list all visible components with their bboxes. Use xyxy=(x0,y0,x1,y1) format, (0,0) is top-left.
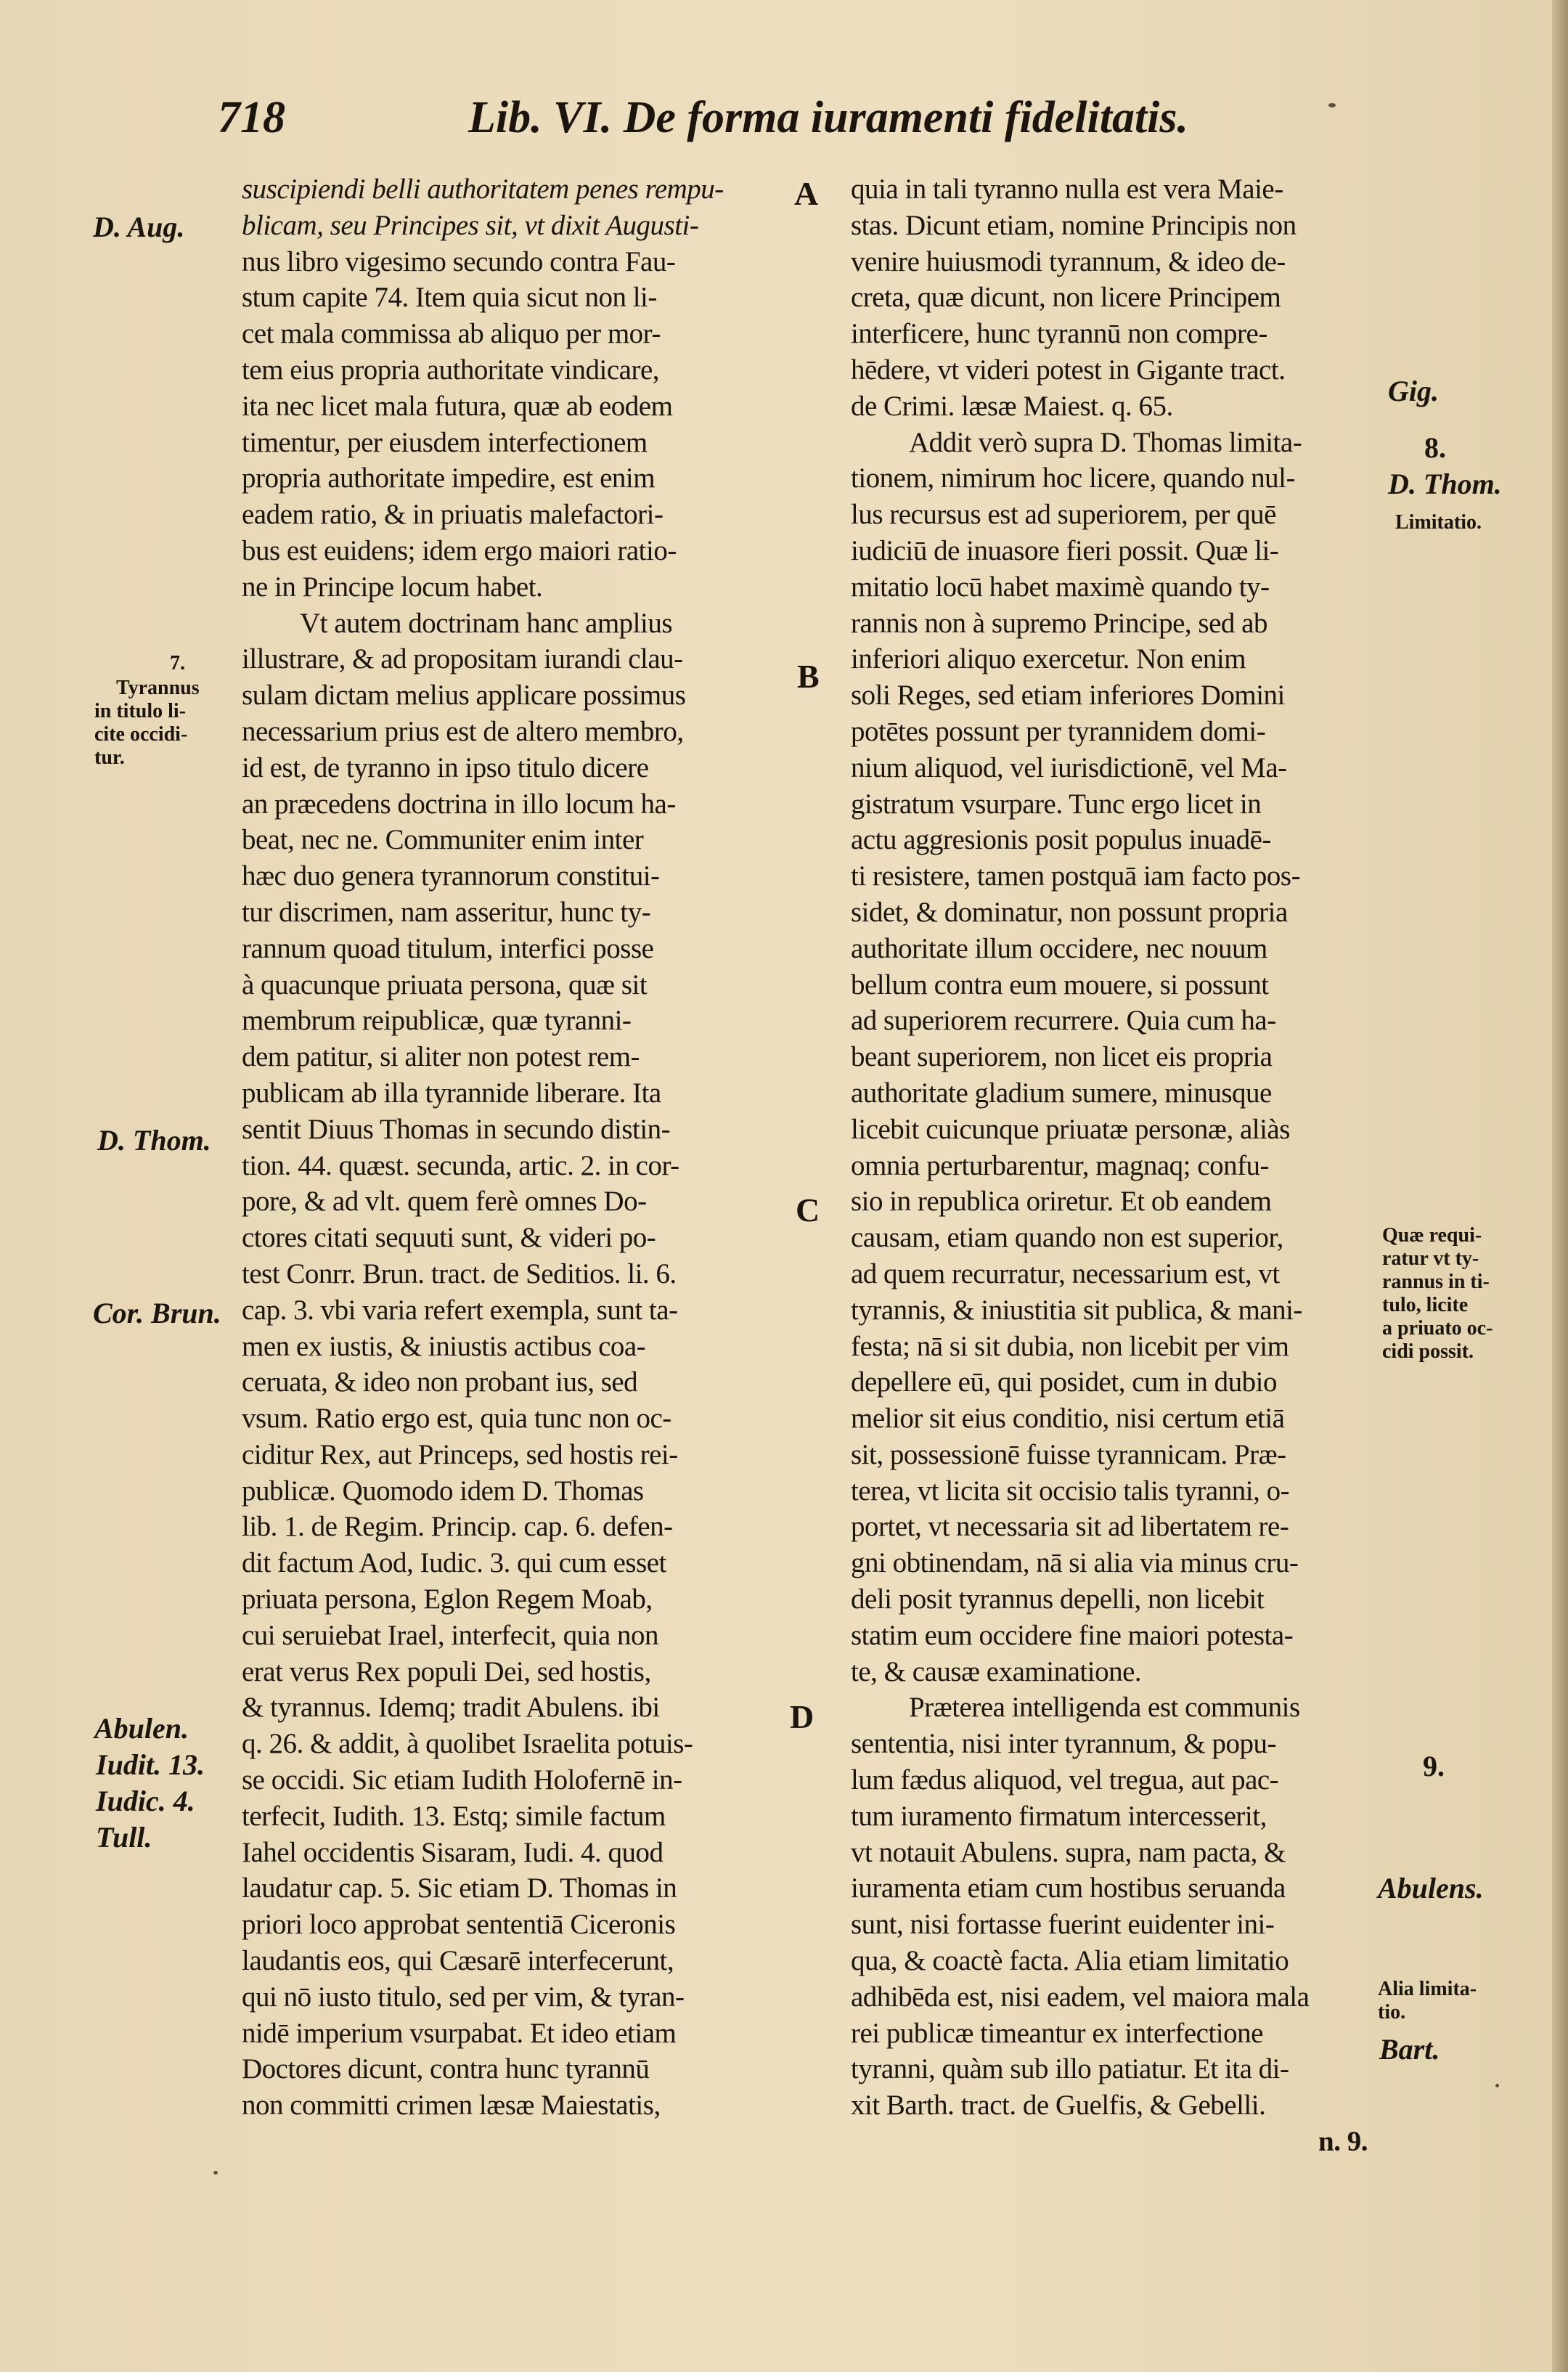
text-line: tur discrimen, nam asseritur, hunc ty- xyxy=(242,896,651,928)
text-line: sententia, nisi inter tyrannum, & popu- xyxy=(851,1728,1276,1760)
text-line: men ex iustis, & iniustis actibus coa- xyxy=(242,1330,646,1362)
text-line: statim eum occidere fine maiori potesta- xyxy=(851,1619,1294,1651)
running-title: Lib. VI. De forma iuramenti fidelitatis. xyxy=(468,93,1189,142)
text-line: qua, & coactè facta. Alia etiam limitatio xyxy=(851,1945,1289,1977)
text-line: terea, vt licita sit occisio talis tyranni, o- xyxy=(851,1475,1290,1507)
section-letter-c: C xyxy=(796,1191,820,1228)
text-line: qui nō iusto titulo, sed per vim, & tyran- xyxy=(242,1981,685,2013)
ink-speck xyxy=(1328,103,1336,107)
text-line: tum iuramento firmatum intercesserit, xyxy=(851,1800,1267,1832)
text-line: pore, & ad vlt. quem ferè omnes Do- xyxy=(242,1186,647,1218)
text-line: Doctores dicunt, contra hunc tyrannū xyxy=(242,2053,650,2085)
text-line: festa; nā si sit dubia, non licebit per vim xyxy=(851,1330,1289,1362)
text-line: hæc duo genera tyrannorum constitui- xyxy=(242,860,660,892)
margin-note-alia-limitatio: Alia limita- tio. xyxy=(1378,1978,1477,2023)
text-line: te, & causæ examinatione. xyxy=(851,1655,1142,1687)
text-line: ad superiorem recurrere. Quia cum ha- xyxy=(851,1005,1276,1037)
text-line: beat, nec ne. Communiter enim inter xyxy=(242,824,644,856)
text-line: dit factum Aod, Iudic. 3. qui cum esset xyxy=(242,1547,666,1579)
text-line: publicam ab illa tyrannide liberare. Ita xyxy=(242,1077,661,1109)
text-line: interficere, hunc tyrannū non compre- xyxy=(851,318,1267,350)
text-line: laudatur cap. 5. Sic etiam D. Thomas in xyxy=(242,1872,677,1904)
text-line: lib. 1. de Regim. Princip. cap. 6. defen- xyxy=(242,1511,673,1543)
ink-speck xyxy=(1495,2084,1499,2087)
margin-note-quae-requiratur: Quæ requi- ratur vt ty- rannus in ti- tulo, licite a priuato oc- cidi possit. xyxy=(1382,1224,1493,1363)
text-line: test Conrr. Brun. tract. de Seditios. li. 6. xyxy=(242,1258,677,1289)
text-line: Præterea intelligenda est communis xyxy=(909,1692,1300,1724)
margin-note-number-7: 7. xyxy=(170,652,185,674)
text-line: iuramenta etiam cum hostibus seruanda xyxy=(851,1872,1286,1904)
text-line: se occidi. Sic etiam Iudith Holofernē in- xyxy=(242,1764,682,1796)
text-line: gni obtinendam, nā si alia via minus cru- xyxy=(851,1547,1299,1579)
text-line: sit, possessionē fuisse tyrannicam. Præ- xyxy=(851,1438,1286,1470)
text-line: tem eius propria authoritate vindicare, xyxy=(242,354,660,386)
text-line: depellere eū, qui posidet, cum in dubio xyxy=(851,1366,1278,1398)
text-line: iudiciū de inuasore fieri possit. Quæ li- xyxy=(851,534,1279,566)
text-line: cui seruiebat Irael, interfecit, quia non xyxy=(242,1619,658,1651)
margin-note-number-9: 9. xyxy=(1423,1750,1445,1782)
text-line: gistratum vsurpare. Tunc ergo licet in xyxy=(851,788,1262,820)
text-line: potētes possunt per tyrannidem domi- xyxy=(851,715,1266,747)
text-line: rannis non à supremo Principe, sed ab xyxy=(851,607,1267,639)
margin-note-d-thom-right: D. Thom. xyxy=(1388,468,1502,500)
margin-note-abulen: Abulen. xyxy=(94,1712,189,1745)
text-line: inferiori aliquo exercetur. Non enim xyxy=(851,643,1246,675)
text-line: tyranni, quàm sub illo patiatur. Et ita di- xyxy=(851,2053,1289,2085)
text-line: laudantis eos, qui Cæsarē interfecerunt, xyxy=(242,1945,674,1977)
text-line: omnia perturbarentur, magnaq; confu- xyxy=(851,1149,1270,1181)
text-line: cap. 3. vbi varia refert exempla, sunt ta- xyxy=(242,1294,678,1326)
text-line: creta, quæ dicunt, non licere Principem xyxy=(851,282,1281,314)
catchword: n. 9. xyxy=(1318,2126,1368,2158)
margin-note-tyrannus: Tyrannus in titulo li- cite occidi- tur. xyxy=(94,677,200,769)
text-line: cet mala commissa ab aliquo per mor- xyxy=(242,318,661,350)
text-line: tyrannis, & iniustitia sit publica, & mani- xyxy=(851,1294,1302,1326)
margin-note-iudic-4: Iudic. 4. xyxy=(96,1785,195,1817)
text-line: authoritate gladium sumere, minusque xyxy=(851,1077,1272,1109)
text-line: id est, de tyranno in ipso titulo dicere xyxy=(242,751,649,783)
text-line: lum fædus aliquod, vel tregua, aut pac- xyxy=(851,1764,1279,1796)
text-line: portet, vt necessaria sit ad libertatem re- xyxy=(851,1511,1289,1543)
right-column-text xyxy=(851,171,1368,2160)
text-line: ad quem recurratur, necessarium est, vt xyxy=(851,1258,1280,1289)
text-line: q. 26. & addit, à quolibet Israelita potuis- xyxy=(242,1728,693,1760)
text-line: terfecit, Iudith. 13. Estq; simile factum xyxy=(242,1800,666,1832)
text-line: causam, etiam quando non est superior, xyxy=(851,1222,1283,1254)
running-header xyxy=(218,89,1350,147)
left-column-text xyxy=(242,171,779,2124)
text-line: blicam, seu Principes sit, vt dixit Augusti- xyxy=(242,209,699,241)
text-line: authoritate illum occidere, nec nouum xyxy=(851,932,1267,964)
text-line: deli posit tyrannus depelli, non licebit xyxy=(851,1584,1265,1615)
text-line: sentit Diuus Thomas in secundo distin- xyxy=(242,1113,671,1145)
section-letter-d: D xyxy=(790,1698,814,1735)
text-line: de Crimi. læsæ Maiest. q. 65. xyxy=(851,390,1173,422)
margin-note-gig: Gig. xyxy=(1388,375,1439,407)
text-line: vsum. Ratio ergo est, quia tunc non oc- xyxy=(242,1403,671,1435)
text-line: eadem ratio, & in priuatis malefactori- xyxy=(242,499,663,531)
text-line: Vt autem doctrinam hanc amplius xyxy=(300,607,673,639)
text-line: soli Reges, sed etiam inferiores Domini xyxy=(851,680,1285,712)
text-line: sunt, nisi fortasse fuerint euidenter ini- xyxy=(851,1909,1275,1941)
text-line: licebit cuicunque priuatæ personæ, aliàs xyxy=(851,1113,1290,1145)
text-line: nium aliquod, vel iurisdictionē, vel Ma- xyxy=(851,751,1287,783)
text-line: bellum contra eum mouere, si possunt xyxy=(851,969,1269,1000)
margin-note-bart: Bart. xyxy=(1379,2033,1440,2066)
ink-speck xyxy=(213,2171,218,2175)
text-line: melior sit eius conditio, nisi certum etiā xyxy=(851,1403,1285,1435)
text-line: venire huiusmodi tyrannum, & ideo de- xyxy=(851,245,1286,277)
text-line: erat verus Rex populi Dei, sed hostis, xyxy=(242,1655,651,1687)
text-line: suscipiendi belli authoritatem penes rempu- xyxy=(242,174,724,205)
margin-note-number-8: 8. xyxy=(1424,431,1446,464)
text-line: non committi crimen læsæ Maiestatis, xyxy=(242,2090,661,2122)
text-line: & tyrannus. Idemq; tradit Abulens. ibi xyxy=(242,1692,660,1724)
text-line: mitatio locū habet maximè quando ty- xyxy=(851,571,1270,603)
margin-note-iudit-13: Iudit. 13. xyxy=(96,1748,205,1781)
page-gutter-shadow xyxy=(1552,0,1568,2372)
text-line: tion. 44. quæst. secunda, artic. 2. in cor- xyxy=(242,1149,679,1181)
text-line: illustrare, & ad propositam iurandi clau- xyxy=(242,643,683,675)
text-line: quia in tali tyranno nulla est vera Maie- xyxy=(851,174,1283,205)
text-line: necessarium prius est de altero membro, xyxy=(242,715,684,747)
text-line: ne in Principe locum habet. xyxy=(242,571,543,603)
text-line: lus recursus est ad superiorem, per quē xyxy=(851,499,1276,531)
text-line: beant superiorem, non licet eis propria xyxy=(851,1041,1273,1073)
text-line: sidet, & dominatur, non possunt propria xyxy=(851,896,1288,928)
text-line: bus est euidens; idem ergo maiori ratio- xyxy=(242,534,677,566)
section-letter-a: A xyxy=(794,175,819,212)
text-line: ti resistere, tamen postquā iam facto pos- xyxy=(851,860,1301,892)
text-line: sio in republica oriretur. Et ob eandem xyxy=(851,1186,1272,1218)
section-letter-b: B xyxy=(797,658,820,695)
text-line: publicæ. Quomodo idem D. Thomas xyxy=(242,1475,644,1507)
text-line: stas. Dicunt etiam, nomine Principis non xyxy=(851,209,1297,241)
text-line: ita nec licet mala futura, quæ ab eodem xyxy=(242,390,673,422)
margin-note-tull: Tull. xyxy=(96,1821,152,1854)
text-line: xit Barth. tract. de Guelfis, & Gebelli. xyxy=(851,2090,1266,2122)
text-line: ctores citati sequuti sunt, & videri po- xyxy=(242,1222,656,1254)
text-line: adhibēda est, nisi eadem, vel maiora mala xyxy=(851,1981,1310,2013)
text-line: timentur, per eiusdem interfectionem xyxy=(242,426,648,458)
text-line: actu aggresionis posit populus inuadē- xyxy=(851,824,1271,856)
text-line: rei publicæ timeantur ex interfectione xyxy=(851,2017,1263,2049)
margin-note-d-aug: D. Aug. xyxy=(93,211,185,243)
text-line: hēdere, vt videri potest in Gigante tract. xyxy=(851,354,1286,386)
text-line: dem patitur, si aliter non potest rem- xyxy=(242,1041,640,1073)
text-line: à quacunque priuata persona, quæ sit xyxy=(242,969,648,1000)
page-number: 718 xyxy=(218,93,285,142)
margin-note-abulens: Abulens. xyxy=(1378,1872,1484,1904)
text-line: Iahel occidentis Sisaram, Iudi. 4. quod xyxy=(242,1836,663,1868)
text-line: stum capite 74. Item quia sicut non li- xyxy=(242,282,657,314)
text-line: vt notauit Abulens. supra, nam pacta, & xyxy=(851,1836,1286,1868)
margin-note-cor-brun: Cor. Brun. xyxy=(93,1297,221,1329)
text-line: nidē imperium vsurpabat. Et ideo etiam xyxy=(242,2017,677,2049)
text-line: sulam dictam melius applicare possimus xyxy=(242,680,686,712)
text-line: membrum reipublicæ, quæ tyranni- xyxy=(242,1005,632,1037)
margin-note-d-thom: D. Thom. xyxy=(97,1124,211,1157)
text-line: ceruata, & ideo non probant ius, sed xyxy=(242,1366,638,1398)
text-line: rannum quoad titulum, interfici posse xyxy=(242,932,654,964)
text-line: priuata persona, Eglon Regem Moab, xyxy=(242,1584,653,1615)
text-line: nus libro vigesimo secundo contra Fau- xyxy=(242,245,676,277)
text-line: tionem, nimirum hoc licere, quando nul- xyxy=(851,462,1295,494)
margin-note-limitatio: Limitatio. xyxy=(1395,511,1482,534)
text-line: priori loco approbat sententiā Ciceronis xyxy=(242,1909,676,1941)
text-line: an præcedens doctrina in illo locum ha- xyxy=(242,788,676,820)
text-line: Addit verò supra D. Thomas limita- xyxy=(909,426,1302,458)
text-line: propria authoritate impedire, est enim xyxy=(242,462,656,494)
text-line: ciditur Rex, aut Princeps, sed hostis rei- xyxy=(242,1438,678,1470)
